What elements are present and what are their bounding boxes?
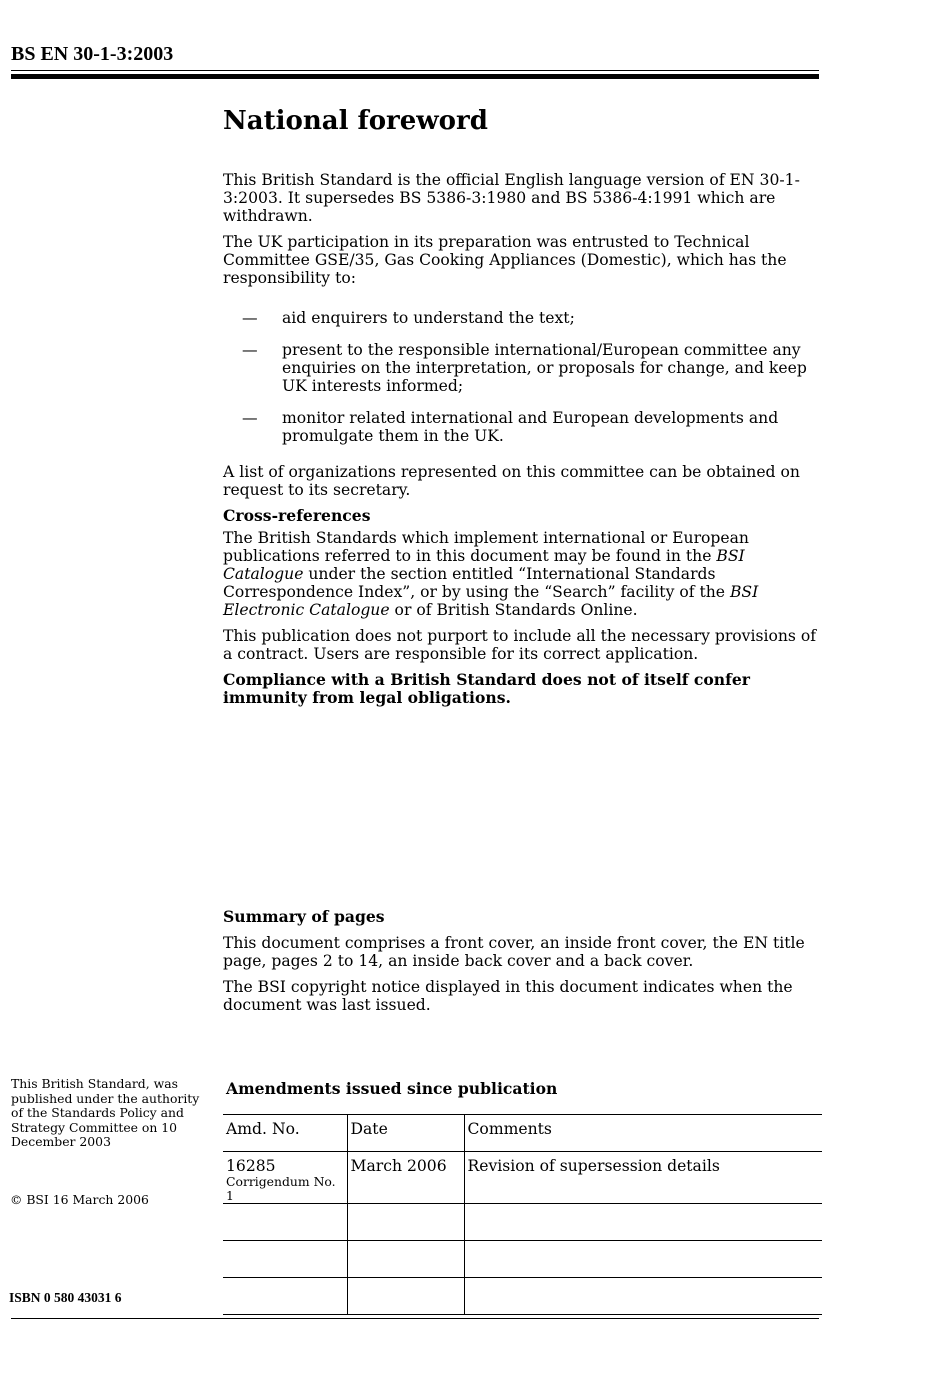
list-item-text: monitor related international and European developments and promulgate them in the UK. (282, 409, 779, 445)
dash-bullet: — (242, 409, 258, 427)
list-item (223, 341, 820, 395)
cross-references-paragraph: The British Standards which implement international or European publications referred to in this document may be found in the BSI Catalogue under the section entitled “International Standards Correspondence Index”, or by using the “Search” facility of the BSI Electronic Catalogue or of British Standards Online. (223, 529, 759, 619)
header-rule-thick (11, 74, 819, 79)
cross-references-heading: Cross-references (223, 506, 371, 525)
amd-number: 16285 (226, 1157, 276, 1175)
table-header-row (223, 1115, 822, 1152)
footer-rule (11, 1318, 819, 1319)
contract-paragraph: This publication does not purport to include all the necessary provisions of a contract. Users are responsible for its correct application. (223, 627, 816, 663)
table-row (223, 1204, 822, 1241)
bsi-electronic-catalogue-title: BSI Electronic Catalogue (223, 583, 759, 619)
list-item (223, 409, 820, 445)
list-item-text: aid enquirers to understand the text; (282, 309, 575, 327)
intro-paragraph-2: The UK participation in its preparation was entrusted to Technical Committee GSE/35, Gas Cooking Appliances (Domestic), which has the responsibility to: (223, 233, 787, 287)
responsibility-list (223, 309, 820, 445)
dash-bullet: — (242, 341, 258, 359)
header-comments: Comments (464, 1115, 822, 1152)
date-cell: March 2006 (347, 1152, 464, 1204)
table-row (223, 1241, 822, 1278)
header-rule-thin (11, 70, 819, 71)
table-row (223, 1152, 822, 1204)
foreword-body (223, 171, 820, 707)
compliance-statement: Compliance with a British Standard does not of itself confer immunity from legal obligations. (223, 670, 750, 707)
table-row (223, 1278, 822, 1315)
comments-cell: Revision of supersession details (464, 1152, 822, 1204)
publication-note: This British Standard, was published under the authority of the Standards Policy and Strategy Committee on 10 December 2003 (11, 1076, 200, 1149)
copyright-notice: © BSI 16 March 2006 (10, 1192, 149, 1207)
isbn: ISBN 0 580 43031 6 (9, 1290, 122, 1305)
summary-paragraph-1: This document comprises a front cover, an inside front cover, the EN title page, pages 2 to 14, an inside back cover and a back cover. (223, 934, 805, 970)
intro-paragraph-1: This British Standard is the official English language version of EN 30-1-3:2003. It supersedes BS 5386-3:1980 and BS 5386-4:1991 which are withdrawn. (223, 171, 800, 225)
summary-paragraph-2: The BSI copyright notice displayed in this document indicates when the document was last issued. (223, 978, 793, 1014)
header-date: Date (347, 1115, 464, 1152)
amd-no-cell (223, 1152, 347, 1204)
header-amd-no: Amd. No. (223, 1115, 347, 1152)
amendments-title: Amendments issued since publication (226, 1079, 558, 1098)
dash-bullet: — (242, 309, 258, 327)
intro-paragraph-3: A list of organizations represented on this committee can be obtained on request to its secretary. (223, 463, 800, 499)
standard-identifier: BS EN 30-1-3:2003 (11, 43, 174, 65)
list-item (223, 309, 820, 327)
amendments-table (223, 1114, 822, 1315)
summary-section (223, 908, 820, 1014)
bsi-catalogue-title: BSI Catalogue (223, 547, 745, 583)
list-item-text: present to the responsible international/European committee any enquiries on the interpretation, or proposals for change, and keep UK interests informed; (282, 341, 807, 395)
page-title: National foreword (223, 106, 488, 136)
summary-heading: Summary of pages (223, 907, 385, 926)
corrigendum-note: Corrigendum No. 1 (226, 1174, 336, 1203)
